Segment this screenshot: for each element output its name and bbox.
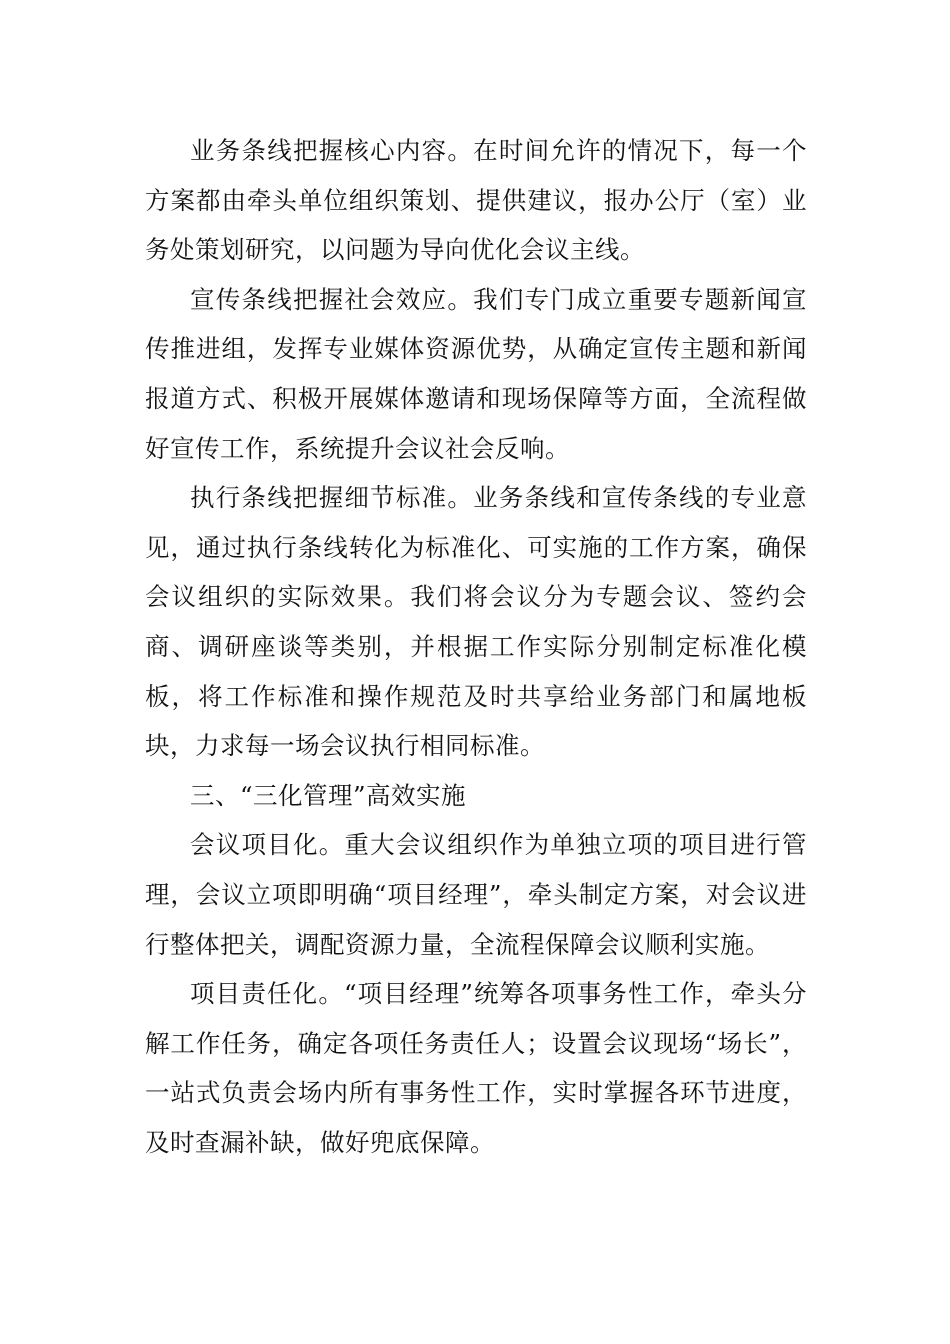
paragraph-business-line: 业务条线把握核心内容。在时间允许的情况下，每一个方案都由牵头单位组织策划、提供建议，报办公厅（室）业务处策划研究，以问题为导向优化会议主线。	[145, 136, 807, 265]
document-page	[145, 126, 807, 1167]
paragraph-execution-line: 执行条线把握细节标准。业务条线和宣传条线的专业意见，通过执行条线转化为标准化、可实施的工作方案，确保会议组织的实际效果。我们将会议分为专题会议、签约会商、调研座谈等类别，并根据工作实际分别制定标准化模板，将工作标准和操作规范及时共享给业务部门和属地板块，力求每一场会议执行相同标准。	[145, 483, 807, 761]
paragraph-publicity-line: 宣传条线把握社会效应。我们专门成立重要专题新闻宣传推进组，发挥专业媒体资源优势，从确定宣传主题和新闻报道方式、积极开展媒体邀请和现场保障等方面，全流程做好宣传工作，系统提升会议社会反响。	[145, 284, 807, 463]
paragraph-responsibility: 项目责任化。“项目经理”统筹各项事务性工作，牵头分解工作任务，确定各项任务责任人；设置会议现场“场长”，一站式负责会场内所有事务性工作，实时掌握各环节进度，及时查漏补缺，做好兜底保障。	[145, 979, 807, 1157]
section-heading: 三、“三化管理”高效实施	[190, 780, 467, 810]
paragraph-project-based: 会议项目化。重大会议组织作为单独立项的项目进行管理，会议立项即明确“项目经理”，牵头制定方案，对会议进行整体把关，调配资源力量，全流程保障会议顺利实施。	[145, 830, 807, 959]
